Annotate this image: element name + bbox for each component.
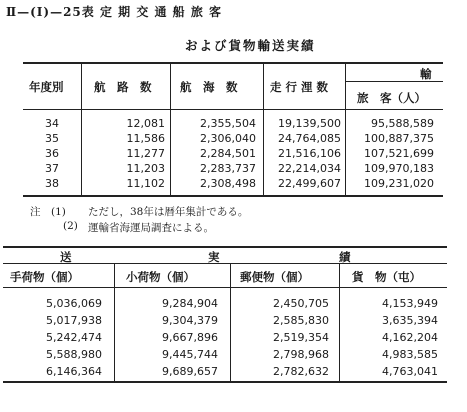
cell-year: 35	[45, 132, 59, 145]
cell-cargo: 3,635,394	[382, 314, 438, 327]
note-text: 運輸省海運局調査による。	[88, 222, 214, 234]
cell-mail: 2,782,632	[273, 365, 329, 378]
col-header-hand-luggage: 手荷物（個）	[10, 270, 79, 284]
col-header-routes: 航 路 数	[94, 80, 152, 94]
cell-voyages: 2,308,498	[200, 177, 256, 190]
col-header-cargo: 貨 物（屯）	[352, 270, 421, 284]
cell-passengers: 100,887,375	[364, 132, 434, 145]
note-label: (2)	[63, 220, 78, 232]
cell-mileage: 22,214,034	[278, 162, 341, 175]
cell-passengers: 107,521,699	[364, 147, 434, 160]
cell-routes: 11,102	[126, 177, 165, 190]
cell-cargo: 4,162,204	[382, 331, 438, 344]
cell-routes: 11,277	[126, 147, 165, 160]
cell-mileage: 24,764,085	[278, 132, 341, 145]
cell-parcels: 9,445,744	[162, 348, 218, 361]
cell-mail: 2,798,968	[273, 348, 329, 361]
table2-bottom-rule	[3, 381, 447, 383]
cell-parcels: 9,304,379	[162, 314, 218, 327]
col-header-transport: 輸	[420, 67, 432, 81]
cell-cargo: 4,153,949	[382, 297, 438, 310]
cell-routes: 12,081	[126, 117, 165, 130]
table2-header-rule	[3, 287, 447, 288]
cell-year: 34	[45, 117, 59, 130]
cell-passengers: 95,588,589	[371, 117, 434, 130]
col-header-mileage: 走 行 浬 数	[270, 80, 329, 94]
cell-cargo: 4,983,585	[382, 348, 438, 361]
cell-voyages: 2,355,504	[200, 117, 256, 130]
table-title: Ⅱ—(Ⅰ)—25表 定 期 交 通 船 旅 客	[6, 5, 223, 19]
cell-voyages: 2,283,737	[200, 162, 256, 175]
cell-parcels: 9,667,896	[162, 331, 218, 344]
cell-routes: 11,586	[126, 132, 165, 145]
cell-hand-luggage: 5,242,474	[46, 331, 102, 344]
cell-voyages: 2,284,501	[200, 147, 256, 160]
cell-hand-luggage: 5,036,069	[46, 297, 102, 310]
col-header-mail: 郵便物（個）	[240, 270, 309, 284]
cell-year: 38	[45, 177, 59, 190]
table-subtitle: および貨物輸送実績	[185, 38, 316, 53]
cell-year: 36	[45, 147, 59, 160]
cell-mail: 2,450,705	[273, 297, 329, 310]
cell-year: 37	[45, 162, 59, 175]
note-text: ただし，38年は暦年集計である。	[88, 206, 249, 218]
cell-mail: 2,519,354	[273, 331, 329, 344]
cell-mileage: 22,499,607	[278, 177, 341, 190]
cell-passengers: 109,231,020	[364, 177, 434, 190]
cell-mileage: 21,516,106	[278, 147, 341, 160]
group-header-char: 績	[339, 250, 351, 264]
note-label: 注 (1)	[30, 206, 66, 218]
col-header-passengers: 旅 客（人）	[357, 91, 426, 105]
cell-routes: 11,203	[126, 162, 165, 175]
group-header-char: 実	[208, 250, 220, 264]
table2-top-rule	[3, 246, 447, 248]
col-header-parcels: 小荷物（個）	[126, 270, 195, 284]
table1-top-rule	[23, 62, 443, 64]
cell-mail: 2,585,830	[273, 314, 329, 327]
group-header-char: 送	[60, 250, 72, 264]
cell-cargo: 4,763,041	[382, 365, 438, 378]
cell-parcels: 9,284,904	[162, 297, 218, 310]
col-header-voyages: 航 海 数	[180, 80, 238, 94]
cell-passengers: 109,970,183	[364, 162, 434, 175]
cell-hand-luggage: 5,588,980	[46, 348, 102, 361]
cell-mileage: 19,139,500	[278, 117, 341, 130]
table1-bottom-rule	[23, 195, 443, 197]
cell-hand-luggage: 5,017,938	[46, 314, 102, 327]
col-header-year: 年度別	[29, 80, 64, 94]
cell-hand-luggage: 6,146,364	[46, 365, 102, 378]
table1-header-rule	[23, 109, 443, 110]
cell-parcels: 9,689,657	[162, 365, 218, 378]
cell-voyages: 2,306,040	[200, 132, 256, 145]
